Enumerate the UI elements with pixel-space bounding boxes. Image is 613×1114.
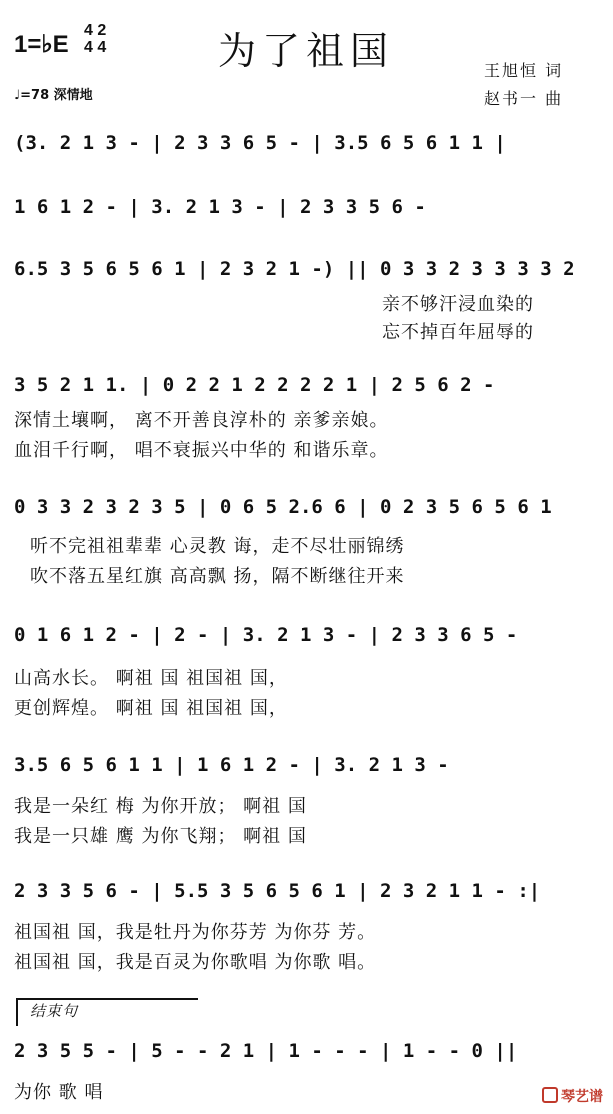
song-title: 为了祖国 xyxy=(218,29,395,73)
ending-label: 结束句 xyxy=(30,1002,79,1020)
tempo-marking: ♩=78 深情地 xyxy=(14,88,93,103)
watermark-logo xyxy=(542,1086,603,1106)
lyric-row-3-verse-1: 亲不够汗浸血染的 xyxy=(382,294,534,315)
score-row-4: 3 5 2 1 1. | 0 2 2 1 2 2 2 2 1 | 2 5 6 2 - xyxy=(14,374,495,396)
meter-bottom: 4 4 xyxy=(84,39,107,56)
score-row-9: 2 3 5 5 - | 5 - - 2 1 | 1 - - - | 1 - - 0 || xyxy=(14,1040,518,1062)
lyric-row-7-verse-2: 我是一只雄 鹰 为你飞翔； 啊祖 国 xyxy=(14,826,307,847)
score-row-7: 3.5 6 5 6 1 1 | 1 6 1 2 - | 3. 2 1 3 - xyxy=(14,754,449,776)
lyric-row-6-verse-2: 更创辉煌。 啊祖 国 祖国祖 国， xyxy=(14,698,288,719)
score-row-3: 6.5 3 5 6 5 6 1 | 2 3 2 1 -) || 0 3 3 2 3 3 3 3 2 xyxy=(14,258,575,280)
lyric-row-8-verse-1: 祖国祖 国，我是牡丹为你芬芳 为你芬 芳。 xyxy=(14,922,377,943)
lyric-row-5-verse-2: 吹不落五星红旗 高高飘 扬，隔不断继往开来 xyxy=(30,566,405,587)
lyric-row-9: 为你 歌 唱 xyxy=(14,1082,104,1103)
meter-top: 4 2 xyxy=(84,22,107,39)
lyric-row-6-verse-1: 山高水长。 啊祖 国 祖国祖 国， xyxy=(14,668,288,689)
score-row-1: (3. 2 1 3 - | 2 3 3 6 5 - | 3.5 6 5 6 1 1 | xyxy=(14,132,506,154)
time-signature xyxy=(84,22,106,56)
lyric-row-7-verse-1: 我是一朵红 梅 为你开放； 啊祖 国 xyxy=(14,796,307,817)
score-row-5: 0 3 3 2 3 2 3 5 | 0 6 5 2.6 6 | 0 2 3 5 6 5 6 1 xyxy=(14,496,552,518)
lyric-row-3-verse-2: 忘不掉百年屈辱的 xyxy=(382,322,534,343)
score-row-2: 1 6 1 2 - | 3. 2 1 3 - | 2 3 3 5 6 - xyxy=(14,196,426,218)
lyric-row-4-verse-1: 深情土壤啊， 离不开善良淳朴的 亲爹亲娘。 xyxy=(14,410,389,431)
score-row-6: 0 1 6 1 2 - | 2 - | 3. 2 1 3 - | 2 3 3 6 5 - xyxy=(14,624,518,646)
key-signature: 1=♭E xyxy=(14,31,69,58)
composer-credit: 赵书一 曲 xyxy=(484,89,564,108)
lyric-row-8-verse-2: 祖国祖 国，我是百灵为你歌唱 为你歌 唱。 xyxy=(14,952,377,973)
watermark-icon xyxy=(542,1087,558,1103)
score-row-8: 2 3 3 5 6 - | 5.5 3 5 6 5 6 1 | 2 3 2 1 1 - :| xyxy=(14,880,541,902)
watermark-text: 琴艺谱 xyxy=(561,1089,603,1105)
lyric-row-4-verse-2: 血泪千行啊， 唱不衰振兴中华的 和谐乐章。 xyxy=(14,440,389,461)
lyric-row-5-verse-1: 听不完祖祖辈辈 心灵教 诲，走不尽壮丽锦绣 xyxy=(30,536,405,557)
lyricist-credit: 王旭恒 词 xyxy=(484,61,564,80)
